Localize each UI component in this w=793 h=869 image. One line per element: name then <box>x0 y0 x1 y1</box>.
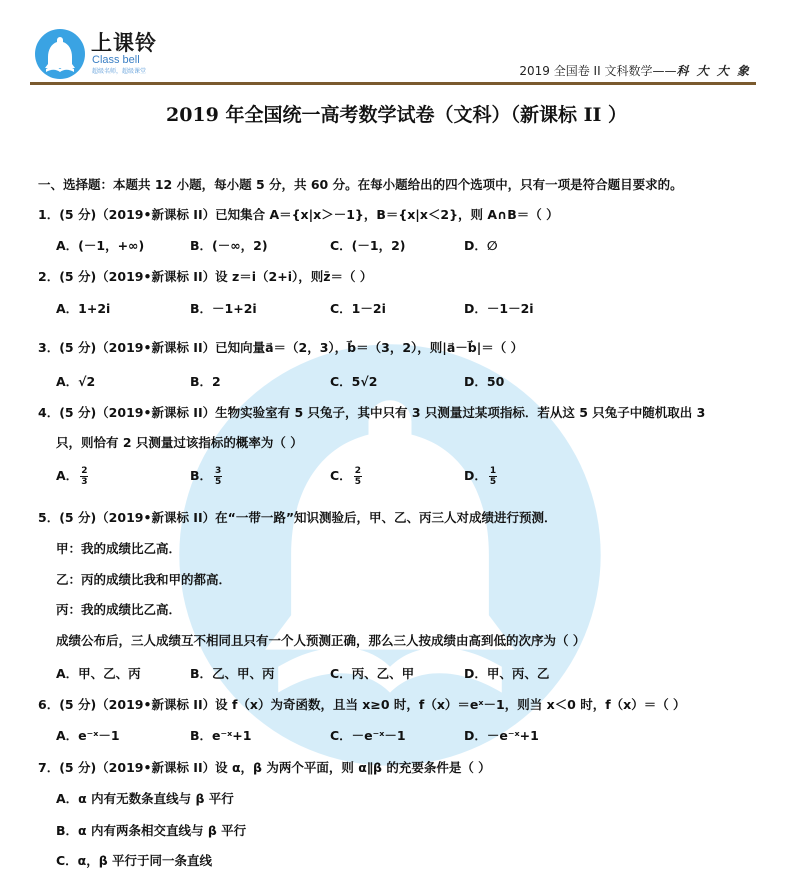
question-5-option-d: D．甲、丙、乙 <box>464 666 550 681</box>
question-2-stem: 2．(5 分)（2019•新课标 II）设 z＝i（2+i），则z̄＝（ ） <box>38 269 373 284</box>
question-5-line-3: 丙：我的成绩比乙高． <box>56 602 182 617</box>
fraction-numerator: 2 <box>81 466 88 476</box>
question-2-option-b: B．－1+2i <box>190 301 257 316</box>
question-5-line-1: 甲：我的成绩比乙高． <box>56 541 182 556</box>
header-brand: 科 大 大 象 <box>676 64 751 78</box>
fraction-numerator: 1 <box>489 466 497 476</box>
question-5-line-2: 乙：丙的成绩比我和甲的都高． <box>56 572 232 587</box>
logo-slogan: 超级名师，超级课堂 <box>92 69 147 75</box>
question-6-option-b: B．e⁻ˣ+1 <box>190 728 252 743</box>
question-4-option-b <box>190 466 222 487</box>
question-1-stem: 1．(5 分)（2019•新课标 II）已知集合 A＝{x|x＞－1}，B＝{x|x＜2}，则 A∩B＝（ ） <box>38 207 559 222</box>
question-4-option-a <box>56 466 88 487</box>
question-5-option-b: B．乙、甲、丙 <box>190 666 275 681</box>
question-3-stem: 3．(5 分)（2019•新课标 II）已知向量a⃗＝（2，3），b⃗＝（3，2），则|a⃗－b⃗|＝（ ） <box>38 340 524 355</box>
question-5-option-a: A．甲、乙、丙 <box>56 666 141 681</box>
question-6-option-a: A．e⁻ˣ－1 <box>56 728 120 743</box>
question-3-option-a: A．√2 <box>56 374 96 389</box>
page-title: 2019 年全国统一高考数学试卷（文科）（新课标 II ） <box>165 104 627 126</box>
fraction <box>80 466 88 487</box>
question-4-option-b-label: B． <box>190 468 213 483</box>
question-4-option-c <box>330 466 362 487</box>
question-7-option-c: C．α，β 平行于同一条直线 <box>56 853 213 868</box>
question-2-option-c: C．1－2i <box>330 301 386 316</box>
question-1-option-b: B．(－∞，2) <box>190 238 268 253</box>
question-7-option-b: B．α 内有两条相交直线与 β 平行 <box>56 823 247 838</box>
question-4-option-d-label: D． <box>464 468 487 483</box>
question-3-option-c: C．5√2 <box>330 374 378 389</box>
question-7-option-a: A．α 内有无数条直线与 β 平行 <box>56 791 234 806</box>
fraction <box>214 466 222 487</box>
question-4-option-d <box>464 466 497 487</box>
fraction-denominator: 5 <box>215 477 222 487</box>
question-4-option-a-label: A． <box>56 468 79 483</box>
question-2-option-d: D．－1－2i <box>464 301 534 316</box>
fraction-denominator: 5 <box>489 477 497 487</box>
question-5-stem: 5．(5 分)（2019•新课标 II）在“一带一路”知识测验后，甲、乙、丙三人对成绩进行预测． <box>38 510 557 525</box>
question-3-option-d: D．50 <box>464 374 505 389</box>
question-6-option-d: D．－e⁻ˣ+1 <box>464 728 539 743</box>
question-3-option-b: B．2 <box>190 374 221 389</box>
fraction-denominator: 3 <box>81 477 88 487</box>
question-2-option-a: A．1+2i <box>56 301 111 316</box>
logo-english-name: Class bell <box>92 54 140 66</box>
fraction <box>354 466 362 487</box>
header-exam-text: 2019 全国卷 II 文科数学—— <box>519 64 677 78</box>
question-5-option-c: C．丙、乙、甲 <box>330 666 415 681</box>
section-heading: 一、选择题：本题共 12 小题，每小题 5 分，共 60 分。在每小题给出的四个选项中，只有一项是符合题目要求的。 <box>38 177 683 192</box>
question-1-option-a: A．(－1，+∞) <box>56 238 145 253</box>
logo-chinese-name: 上课铃 <box>91 31 157 55</box>
fraction-numerator: 3 <box>215 466 222 476</box>
fraction-denominator: 5 <box>354 477 361 487</box>
question-6-option-c: C．－e⁻ˣ－1 <box>330 728 406 743</box>
question-4-option-c-label: C． <box>330 468 352 483</box>
question-5-line-4: 成绩公布后，三人成绩互不相同且只有一个人预测正确，那么三人按成绩由高到低的次序为（ ） <box>56 633 586 648</box>
question-7-stem: 7．(5 分)（2019•新课标 II）设 α，β 为两个平面，则 α∥β 的充要条件是（ ） <box>38 760 491 775</box>
fraction <box>489 466 497 487</box>
question-1-option-d: D．∅ <box>464 238 498 253</box>
question-4-stem-continued: 只，则恰有 2 只测量过该指标的概率为（ ） <box>56 435 303 450</box>
question-1-option-c: C．(－1，2) <box>330 238 406 253</box>
question-4-stem: 4．(5 分)（2019•新课标 II）生物实验室有 5 只兔子，其中只有 3 只测量过某项指标．若从这 5 只兔子中随机取出 3 <box>38 405 706 420</box>
fraction-numerator: 2 <box>354 466 361 476</box>
question-6-stem: 6．(5 分)（2019•新课标 II）设 f（x）为奇函数，且当 x≥0 时，f（x）＝eˣ－1，则当 x＜0 时，f（x）＝（ ） <box>38 697 686 712</box>
